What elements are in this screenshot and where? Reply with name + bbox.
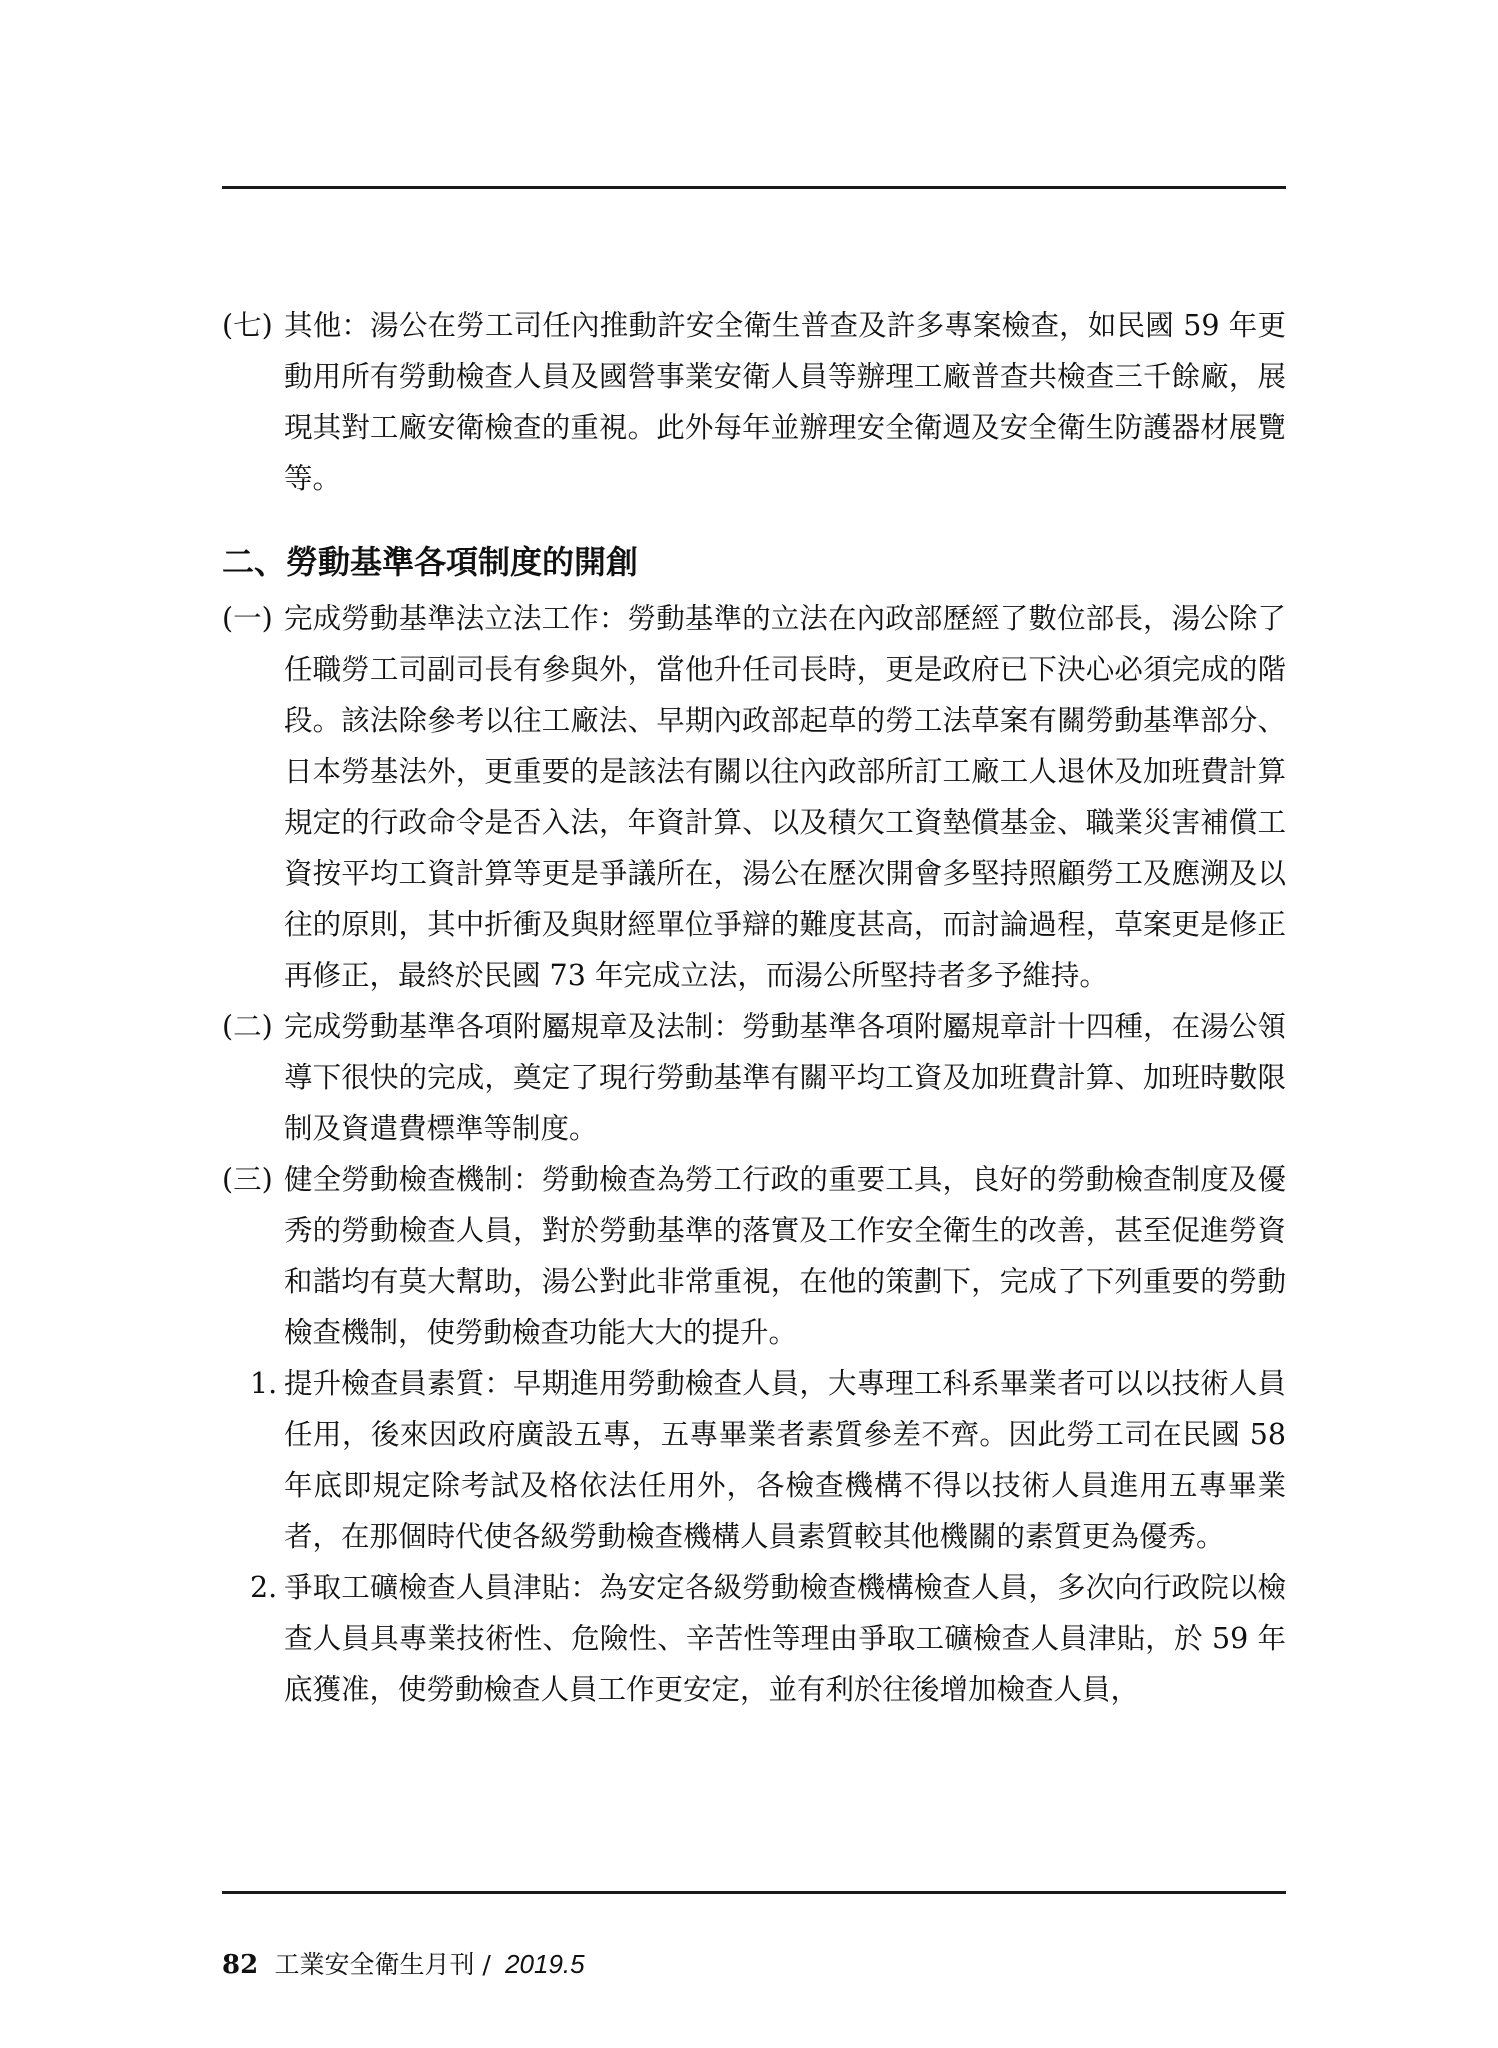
page-body [222, 300, 1286, 1715]
paragraph-item-3 [222, 1154, 1286, 1358]
item-text: 健全勞動檢查機制：勞動檢查為勞工行政的重要工具，良好的勞動檢查制度及優秀的勞動檢查人員，對於勞動基準的落實及工作安全衛生的改善，甚至促進勞資和諧均有莫大幫助，湯公對此非常重視，在他的策劃下，完成了下列重要的勞動檢查機制，使勞動檢查功能大大的提升。 [284, 1163, 1286, 1349]
item-marker: (三) [222, 1163, 273, 1196]
numbered-item-2 [222, 1562, 1286, 1715]
item-text: 其他：湯公在勞工司任內推動許安全衛生普查及許多專案檢查，如民國 59 年更動用所有勞動檢查人員及國營事業安衛人員等辦理工廠普查共檢查三千餘廠，展現其對工廠安衛檢查的重視。此外每年並辦理安全衛週及安全衛生防護器材展覽等。 [284, 309, 1286, 495]
paragraph-item-2 [222, 1001, 1286, 1154]
issue-date: 2019.5 [505, 1949, 585, 1979]
item-text: 提升檢查員素質：早期進用勞動檢查人員，大專理工科系畢業者可以以技術人員任用，後來因政府廣設五專，五專畢業者素質參差不齊。因此勞工司在民國 58 年底即規定除考試及格依法任用外，各檢查機構不得以技術人員進用五專畢業者，在那個時代使各級勞動檢查機構人員素質較其他機關的素質更為優秀。 [284, 1367, 1286, 1553]
journal-title: 工業安全衛生月刊 / [274, 1950, 491, 1979]
item-text: 完成勞動基準法立法工作：勞動基準的立法在內政部歷經了數位部長，湯公除了任職勞工司副司長有參與外，當他升任司長時，更是政府已下決心必須完成的階段。該法除參考以往工廠法、早期內政部起草的勞工法草案有關勞動基準部分、日本勞基法外，更重要的是該法有關以往內政部所訂工廠工人退休及加班費計算規定的行政命令是否入法，年資計算、以及積欠工資墊償基金、職業災害補償工資按平均工資計算等更是爭議所在，湯公在歷次開會多堅持照顧勞工及應溯及以往的原則，其中折衝及與財經單位爭辯的難度甚高，而討論過程，草案更是修正再修正，最終於民國 73 年完成立法，而湯公所堅持者多予維持。 [284, 602, 1286, 992]
paragraph-item-7 [222, 300, 1286, 504]
item-marker: (二) [222, 1010, 273, 1043]
page-footer [222, 1945, 585, 1981]
page-number: 82 [222, 1950, 259, 1980]
item-text: 完成勞動基準各項附屬規章及法制：勞動基準各項附屬規章計十四種，在湯公領導下很快的完成，奠定了現行勞動基準有關平均工資及加班費計算、加班時數限制及資遣費標準等制度。 [284, 1010, 1286, 1145]
header-rule [222, 186, 1286, 189]
item-marker: (七) [222, 309, 273, 342]
section-heading: 二、勞動基準各項制度的開創 [222, 543, 639, 581]
item-marker: 1. [250, 1367, 278, 1400]
item-text: 爭取工礦檢查人員津貼：為安定各級勞動檢查機構檢查人員，多次向行政院以檢查人員具專業技術性、危險性、辛苦性等理由爭取工礦檢查人員津貼，於 59 年底獲准，使勞動檢查人員工作更安定，並有利於往後增加檢查人員， [284, 1571, 1286, 1706]
footer-rule [222, 1891, 1286, 1894]
numbered-item-1 [222, 1358, 1286, 1562]
paragraph-item-1 [222, 593, 1286, 1001]
item-marker: 2. [250, 1571, 278, 1604]
item-marker: (一) [222, 602, 273, 635]
